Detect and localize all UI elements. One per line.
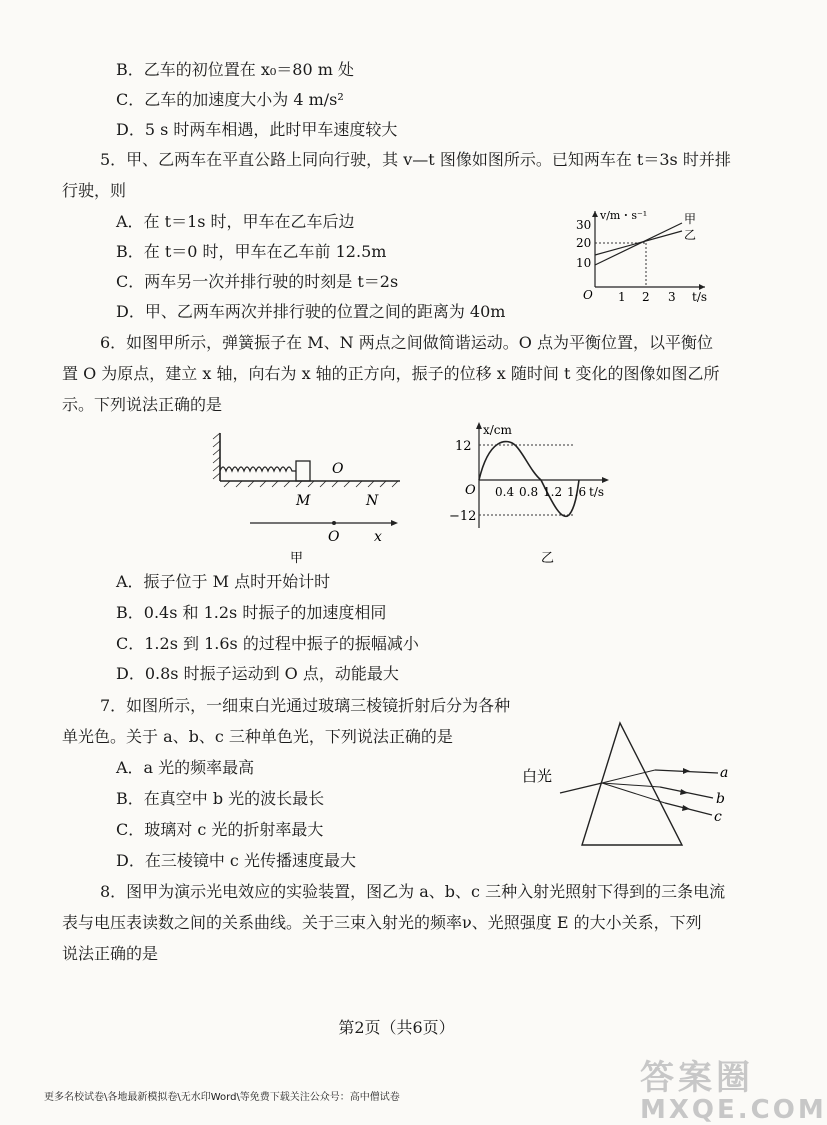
q5-label-yi: 乙 [684, 228, 697, 242]
q4-option-b: B．乙车的初位置在 x₀＝80 m 处 [116, 60, 354, 79]
q6-option-a: A．振子位于 M 点时开始计时 [116, 572, 331, 591]
watermark-logo [640, 1050, 827, 1125]
q6-option-c: C．1.2s 到 1.6s 的过程中振子的振幅减小 [116, 634, 419, 653]
q5-option-a: A．在 t＝1s 时，甲车在乙车后边 [116, 212, 355, 231]
q5-option-d: D．甲、乙两车两次并排行驶的位置之间的距离为 40m [116, 302, 506, 321]
q5-vt-graph [570, 205, 710, 305]
q7-option-d: D．在三棱镜中 c 光传播速度最大 [116, 851, 356, 870]
fig-yi-sine-curve [479, 442, 579, 517]
q6-option-b: B．0.4s 和 1.2s 时振子的加速度相同 [116, 603, 387, 622]
q6-fig-yi [445, 420, 615, 565]
fig-yi-caption: 乙 [541, 551, 555, 566]
q5-graph-xtick-1: 1 [618, 290, 626, 304]
ray-a-label: a [720, 765, 729, 781]
q6-fig-jia [210, 425, 410, 565]
q6-stem-line1: 6．如图甲所示，弹簧振子在 M、N 两点之间做简谐运动。O 点为平衡位置，以平衡位 [100, 333, 713, 352]
q5-graph-ytick-10: 10 [576, 256, 592, 270]
q5-graph-xlabel: t/s [692, 290, 708, 304]
q5-graph-origin: O [583, 288, 593, 302]
fig-yi-xtick-0.4: 0.4 [495, 485, 515, 499]
q5-graph-xtick-2: 2 [642, 290, 650, 304]
fig-yi-xlabel: t/s [589, 485, 605, 499]
fig-yi-ytop: 12 [455, 439, 472, 454]
ray-b-label: b [716, 791, 725, 807]
oscillator-block [296, 461, 310, 481]
q5-graph-ytick-20: 20 [576, 236, 592, 250]
fig-jia-label-O: O [332, 461, 344, 477]
q5-option-c: C．两车另一次并排行驶的时刻是 t＝2s [116, 272, 399, 291]
q8-stem-line2: 表与电压表读数之间的关系曲线。关于三束入射光的频率ν、光照强度 E 的大小关系，下列 [62, 913, 702, 932]
q6-stem-line3: 示。下列说法正确的是 [62, 395, 223, 414]
q5-graph-ytick-30: 30 [576, 218, 592, 232]
q7-white-light-label: 白光 [522, 767, 553, 785]
q7-stem-line2: 单光色。关于 a、b、c 三种单色光，下列说法正确的是 [62, 727, 453, 746]
ray-c-label: c [714, 809, 722, 825]
q7-option-a: A．a 光的频率最高 [116, 758, 255, 777]
fig-jia-label-M: M [296, 493, 311, 509]
q8-stem-line3: 说法正确的是 [62, 944, 159, 963]
fig-yi-origin: O [465, 483, 476, 498]
q4-option-d: D．5 s 时两车相遇，此时甲车速度较大 [116, 120, 398, 139]
q7-prism-figure [520, 715, 740, 855]
fig-yi-ylabel: x/cm [483, 423, 512, 437]
q5-label-jia: 甲 [684, 212, 697, 226]
q7-option-b: B．在真空中 b 光的波长最长 [116, 789, 325, 808]
q5-graph-ylabel: v/m・s⁻¹ [600, 209, 648, 222]
fig-jia-axis-O: O [328, 529, 340, 545]
q8-stem-line1: 8．图甲为演示光电效应的实验装置，图乙为 a、b、c 三种入射光照射下得到的三条电流 [100, 882, 726, 901]
watermark-line1: 答案圈 [640, 1058, 754, 1098]
q5-option-b: B．在 t＝0 时，甲车在乙车前 12.5m [116, 242, 387, 261]
q5-graph-xtick-3: 3 [668, 290, 676, 304]
q5-stem-line1: 5．甲、乙两车在平直公路上同向行驶，其 v—t 图像如图所示。已知两车在 t＝3s 时并排 [100, 150, 731, 169]
fig-yi-xtick-1.2: 1.2 [543, 485, 563, 499]
spring [220, 467, 296, 471]
q5-stem-line2: 行驶，则 [62, 181, 127, 200]
fig-jia-label-N: N [366, 493, 379, 509]
q7-stem-line1: 7．如图所示，一细束白光通过玻璃三棱镜折射后分为各种 [100, 696, 511, 715]
fig-yi-xtick-1.6: 1.6 [567, 485, 587, 499]
watermark-line2: MXQE.COM [640, 1095, 827, 1125]
fig-jia-caption: 甲 [290, 551, 304, 566]
q5-line-jia [595, 223, 682, 265]
bottom-promo-note: 更多名校试卷\各地最新模拟卷\无水印Word\等免费下载关注公众号：高中僧试卷 [44, 1092, 400, 1103]
q4-option-c: C．乙车的加速度大小为 4 m/s² [116, 90, 344, 109]
fig-jia-axis-x: x [374, 529, 382, 545]
q6-option-d: D．0.8s 时振子运动到 O 点，动能最大 [116, 664, 399, 683]
fig-yi-ybottom: −12 [449, 509, 477, 524]
q7-option-c: C．玻璃对 c 光的折射率最大 [116, 820, 324, 839]
q6-stem-line2: 置 O 为原点，建立 x 轴，向右为 x 轴的正方向，振子的位移 x 随时间 t 变化的图像如图乙所 [62, 364, 720, 383]
page-number: 第2页（共6页） [338, 1018, 455, 1037]
fig-yi-xtick-0.8: 0.8 [519, 485, 539, 499]
